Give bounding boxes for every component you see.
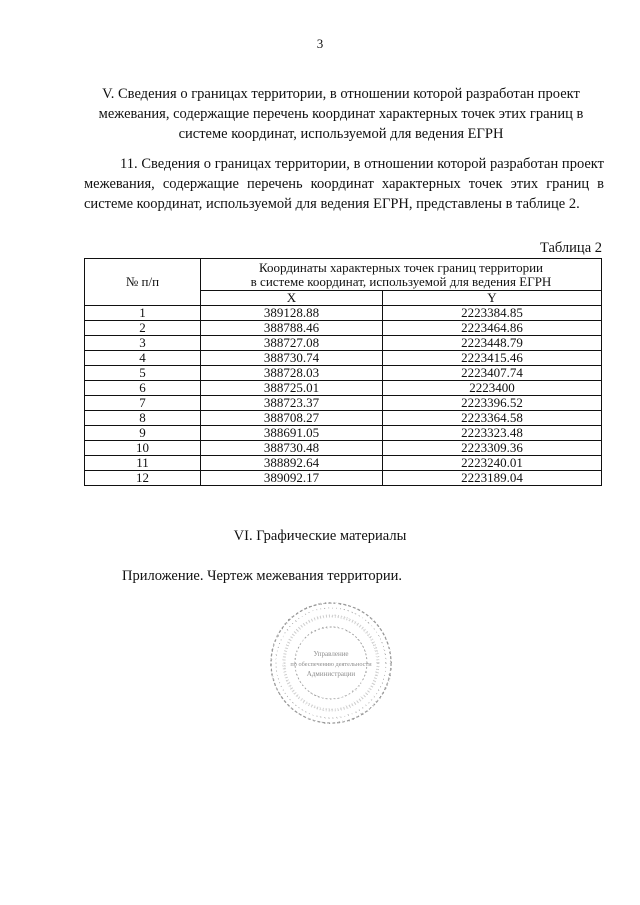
cell-x: 388892.64 [201, 456, 383, 471]
official-seal-stamp [266, 598, 396, 728]
cell-y: 2223309.36 [383, 441, 602, 456]
cell-num: 6 [85, 381, 201, 396]
cell-x: 388708.27 [201, 411, 383, 426]
header-coords-line2: в системе координат, используемой для ведения ЕГРН [250, 274, 552, 289]
cell-y: 2223240.01 [383, 456, 602, 471]
header-coords [201, 259, 602, 291]
table-row [85, 411, 602, 426]
table-row [85, 336, 602, 351]
table-caption: Таблица 2 [539, 240, 602, 256]
cell-x: 388727.08 [201, 336, 383, 351]
cell-x: 388691.05 [201, 426, 383, 441]
cell-num: 7 [85, 396, 201, 411]
cell-num: 11 [85, 456, 201, 471]
table-row [85, 456, 602, 471]
cell-num: 2 [85, 321, 201, 336]
table-row [85, 306, 602, 321]
table-row [85, 351, 602, 366]
cell-x: 389128.88 [201, 306, 383, 321]
cell-y: 2223448.79 [383, 336, 602, 351]
header-coords-line1: Координаты характерных точек границ территории [259, 260, 543, 275]
cell-y: 2223189.04 [383, 471, 602, 486]
header-num: № п/п [85, 259, 201, 306]
cell-x: 388725.01 [201, 381, 383, 396]
cell-num: 5 [85, 366, 201, 381]
page-number: 3 [316, 36, 324, 51]
cell-x: 388730.74 [201, 351, 383, 366]
cell-x: 388730.48 [201, 441, 383, 456]
cell-y: 2223364.58 [383, 411, 602, 426]
cell-num: 10 [85, 441, 201, 456]
cell-num: 3 [85, 336, 201, 351]
table-row [85, 321, 602, 336]
section-vi-title: VI. Графические материалы [233, 528, 407, 544]
table-row [85, 396, 602, 411]
cell-y: 2223464.86 [383, 321, 602, 336]
stamp-line3: Администрации [306, 670, 356, 678]
header-y: Y [383, 291, 602, 306]
cell-y: 2223323.48 [383, 426, 602, 441]
table-row [85, 441, 602, 456]
table-row [85, 471, 602, 486]
cell-y: 2223400 [383, 381, 602, 396]
coordinates-table [84, 258, 602, 486]
cell-y: 2223415.46 [383, 351, 602, 366]
cell-x: 388723.37 [201, 396, 383, 411]
table-row [85, 366, 602, 381]
section-v-title: V. Сведения о границах территории, в отношении которой разработан проект межевания, содержащие перечень координат характерных точек этих границ в системе координат, используемой для ведения ЕГРН [98, 86, 584, 142]
table-row [85, 426, 602, 441]
stamp-line2: по обеспечению деятельности [290, 661, 372, 668]
cell-y: 2223384.85 [383, 306, 602, 321]
cell-x: 388788.46 [201, 321, 383, 336]
cell-num: 9 [85, 426, 201, 441]
cell-num: 4 [85, 351, 201, 366]
cell-x: 388728.03 [201, 366, 383, 381]
cell-num: 1 [85, 306, 201, 321]
cell-y: 2223407.74 [383, 366, 602, 381]
cell-num: 12 [85, 471, 201, 486]
cell-y: 2223396.52 [383, 396, 602, 411]
cell-num: 8 [85, 411, 201, 426]
table-row [85, 381, 602, 396]
stamp-line1: Управление [313, 650, 349, 658]
cell-x: 389092.17 [201, 471, 383, 486]
appendix-text: Приложение. Чертеж межевания территории. [122, 568, 403, 584]
paragraph-11: 11. Сведения о границах территории, в отношении которой разработан проект межевания, содержащие перечень координат характерных точек этих границ в системе координат, используемой для ведения ЕГРН, представлены в таблице 2. [84, 156, 604, 212]
header-x: X [201, 291, 383, 306]
